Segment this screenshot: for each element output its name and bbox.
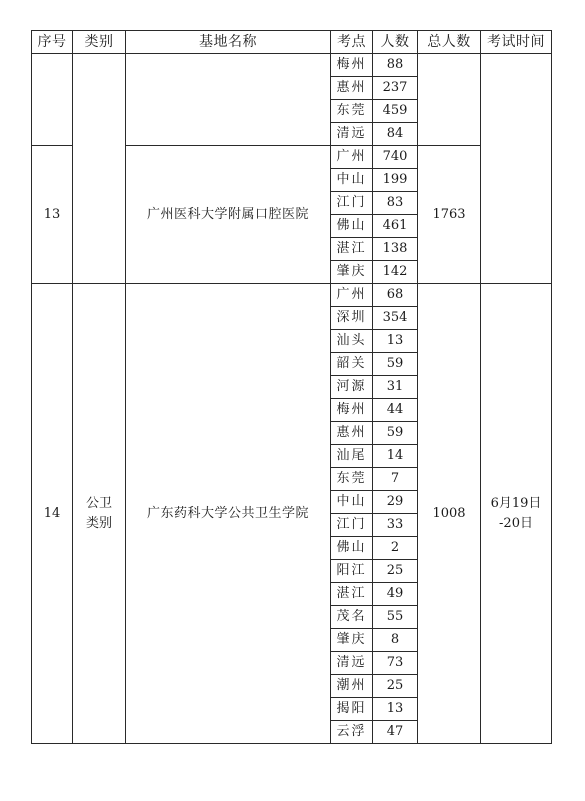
no-cell: 13 bbox=[32, 146, 73, 284]
table-row bbox=[32, 54, 552, 77]
site-cell: 河源 bbox=[331, 376, 373, 399]
site-cell: 东莞 bbox=[331, 100, 373, 123]
count-cell: 49 bbox=[373, 583, 418, 606]
category-line: 类别 bbox=[85, 515, 112, 531]
header-exam-time: 考试时间 bbox=[481, 31, 552, 54]
site-cell: 揭阳 bbox=[331, 698, 373, 721]
count-cell: 461 bbox=[373, 215, 418, 238]
total-cell bbox=[418, 54, 481, 146]
count-cell: 138 bbox=[373, 238, 418, 261]
site-cell: 肇庆 bbox=[331, 261, 373, 284]
header-site: 考点 bbox=[331, 31, 373, 54]
count-cell: 59 bbox=[373, 353, 418, 376]
site-cell: 广州 bbox=[331, 146, 373, 169]
count-cell: 88 bbox=[373, 54, 418, 77]
count-cell: 25 bbox=[373, 560, 418, 583]
total-cell: 1008 bbox=[418, 284, 481, 744]
site-cell: 梅州 bbox=[331, 399, 373, 422]
exam-time-line: 6月19日 bbox=[490, 496, 542, 511]
exam-time-line: -20日 bbox=[499, 515, 533, 531]
exam-time-cell bbox=[481, 284, 552, 744]
site-cell: 清远 bbox=[331, 652, 373, 675]
site-cell: 佛山 bbox=[331, 215, 373, 238]
header-count: 人数 bbox=[373, 31, 418, 54]
site-cell: 惠州 bbox=[331, 422, 373, 445]
count-cell: 13 bbox=[373, 330, 418, 353]
count-cell: 740 bbox=[373, 146, 418, 169]
site-cell: 潮州 bbox=[331, 675, 373, 698]
count-cell: 59 bbox=[373, 422, 418, 445]
base-name-cell bbox=[126, 54, 331, 146]
count-cell: 33 bbox=[373, 514, 418, 537]
count-cell: 354 bbox=[373, 307, 418, 330]
site-cell: 肇庆 bbox=[331, 629, 373, 652]
site-cell: 韶关 bbox=[331, 353, 373, 376]
count-cell: 68 bbox=[373, 284, 418, 307]
site-cell: 茂名 bbox=[331, 606, 373, 629]
count-cell: 84 bbox=[373, 123, 418, 146]
site-cell: 广州 bbox=[331, 284, 373, 307]
site-cell: 深圳 bbox=[331, 307, 373, 330]
count-cell: 44 bbox=[373, 399, 418, 422]
site-cell: 汕头 bbox=[331, 330, 373, 353]
site-cell: 佛山 bbox=[331, 537, 373, 560]
count-cell: 29 bbox=[373, 491, 418, 514]
category-cell bbox=[73, 54, 126, 284]
category-cell bbox=[73, 284, 126, 744]
count-cell: 73 bbox=[373, 652, 418, 675]
site-cell: 中山 bbox=[331, 491, 373, 514]
exam-site-table bbox=[31, 30, 552, 744]
no-cell: 14 bbox=[32, 284, 73, 744]
site-cell: 阳江 bbox=[331, 560, 373, 583]
header-row bbox=[32, 31, 552, 54]
count-cell: 237 bbox=[373, 77, 418, 100]
count-cell: 199 bbox=[373, 169, 418, 192]
base-name-cell: 广州医科大学附属口腔医院 bbox=[126, 146, 331, 284]
site-cell: 江门 bbox=[331, 192, 373, 215]
header-total: 总人数 bbox=[418, 31, 481, 54]
table-row bbox=[32, 284, 552, 307]
no-cell bbox=[32, 54, 73, 146]
site-cell: 东莞 bbox=[331, 468, 373, 491]
count-cell: 7 bbox=[373, 468, 418, 491]
header-category: 类别 bbox=[73, 31, 126, 54]
count-cell: 8 bbox=[373, 629, 418, 652]
count-cell: 25 bbox=[373, 675, 418, 698]
count-cell: 13 bbox=[373, 698, 418, 721]
site-cell: 中山 bbox=[331, 169, 373, 192]
header-no: 序号 bbox=[32, 31, 73, 54]
site-cell: 湛江 bbox=[331, 583, 373, 606]
site-cell: 湛江 bbox=[331, 238, 373, 261]
site-cell: 清远 bbox=[331, 123, 373, 146]
count-cell: 83 bbox=[373, 192, 418, 215]
count-cell: 55 bbox=[373, 606, 418, 629]
count-cell: 142 bbox=[373, 261, 418, 284]
category-line: 公卫 bbox=[85, 496, 112, 511]
count-cell: 14 bbox=[373, 445, 418, 468]
count-cell: 31 bbox=[373, 376, 418, 399]
count-cell: 2 bbox=[373, 537, 418, 560]
site-cell: 江门 bbox=[331, 514, 373, 537]
exam-time-cell bbox=[481, 54, 552, 284]
total-cell: 1763 bbox=[418, 146, 481, 284]
count-cell: 47 bbox=[373, 721, 418, 744]
site-cell: 汕尾 bbox=[331, 445, 373, 468]
base-name-cell: 广东药科大学公共卫生学院 bbox=[126, 284, 331, 744]
site-cell: 惠州 bbox=[331, 77, 373, 100]
count-cell: 459 bbox=[373, 100, 418, 123]
site-cell: 云浮 bbox=[331, 721, 373, 744]
site-cell: 梅州 bbox=[331, 54, 373, 77]
header-base-name: 基地名称 bbox=[126, 31, 331, 54]
